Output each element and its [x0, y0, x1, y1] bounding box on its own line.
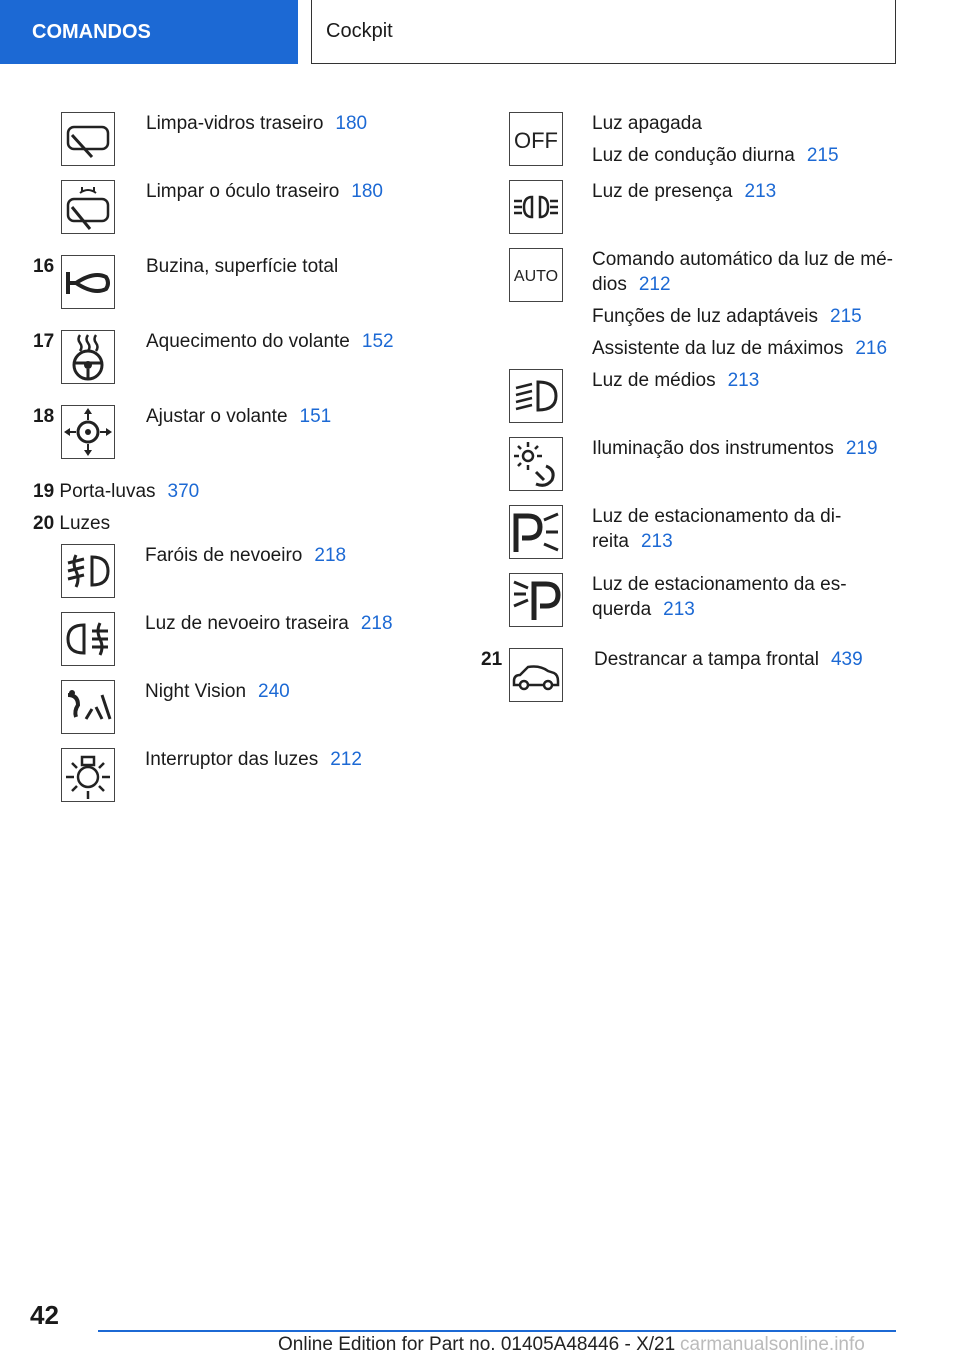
list-item: Funções de luz adaptáveis 215	[592, 306, 862, 327]
list-item: Ajustar o volante 151	[146, 406, 332, 427]
page-ref-link[interactable]: 219	[845, 438, 878, 459]
list-item: reita 213	[592, 531, 673, 552]
list-item: Luz de médios 213	[592, 370, 760, 391]
steering-adjust-icon	[61, 405, 115, 459]
footer-divider	[98, 1330, 896, 1332]
page-number: 42	[30, 1300, 59, 1330]
list-item: Interruptor das luzes 212	[145, 749, 362, 770]
page-ref-link[interactable]: 212	[330, 749, 362, 770]
parking-light-left-icon	[509, 573, 563, 627]
list-item: Luz apagada	[592, 113, 702, 134]
page-ref-link[interactable]: 218	[360, 613, 393, 634]
list-item: querda 213	[592, 599, 695, 620]
front-lid-unlock-icon	[509, 648, 563, 702]
page-ref-link[interactable]: 213	[744, 181, 777, 202]
page-ref-link[interactable]: 213	[663, 599, 695, 620]
list-item: Limpar o óculo traseiro 180	[146, 181, 383, 202]
parking-lights-icon	[509, 180, 563, 234]
lights-off-icon	[509, 112, 563, 166]
rear-fog-light-icon	[61, 612, 115, 666]
light-switch-icon	[61, 748, 115, 802]
edition-text: Online Edition for Part no. 01405A48446 - X/21	[278, 1334, 676, 1355]
list-item: dios 212	[592, 274, 671, 295]
subsection-title: Cockpit	[326, 20, 393, 42]
page-ref-link[interactable]: 152	[361, 331, 394, 352]
page-ref-link[interactable]: 215	[806, 145, 839, 166]
list-item: Luz de estacionamento da di-	[592, 506, 842, 527]
list-item: Limpa-vidros traseiro 180	[146, 113, 368, 134]
list-item: Night Vision 240	[145, 681, 290, 702]
list-item: Iluminação dos instrumentos 219	[592, 438, 878, 459]
low-beam-icon	[509, 369, 563, 423]
subsection-header	[311, 0, 896, 64]
page-ref-link[interactable]: 370	[167, 481, 200, 502]
list-item: Assistente da luz de máximos 216	[592, 338, 888, 359]
page-ref-link[interactable]: 216	[855, 338, 888, 359]
night-vision-icon	[61, 680, 115, 734]
list-item: Comando automático da luz de mé-	[592, 249, 893, 270]
list-item: 20 Luzes	[33, 513, 111, 534]
section-tab	[0, 0, 298, 64]
horn-icon	[61, 255, 115, 309]
page-ref-link[interactable]: 151	[299, 406, 332, 427]
page-ref-link[interactable]: 180	[335, 113, 368, 134]
page-ref-link[interactable]: 212	[638, 274, 671, 295]
svg-text:OFF: OFF	[514, 128, 558, 153]
section-title: COMANDOS	[32, 20, 151, 43]
list-item: Luz de presença 213	[592, 181, 777, 202]
item-number: 16	[33, 256, 55, 277]
page-ref-link[interactable]: 218	[314, 545, 347, 566]
list-item: 19 Porta-luvas 370	[33, 481, 200, 502]
page-ref-link[interactable]: 213	[640, 531, 673, 552]
instrument-lighting-icon	[509, 437, 563, 491]
item-number: 21	[481, 649, 503, 670]
rear-wiper-icon	[61, 112, 115, 166]
item-number: 18	[33, 406, 55, 427]
list-item: Luz de condução diurna 215	[592, 145, 839, 166]
list-item: Luz de estacionamento da es-	[592, 574, 847, 595]
auto-lights-icon	[509, 248, 563, 302]
list-item: Aquecimento do volante 152	[146, 331, 394, 352]
page-ref-link[interactable]: 240	[258, 681, 290, 702]
page-ref-link[interactable]: 213	[727, 370, 760, 391]
watermark: carmanualsonline.info	[680, 1334, 865, 1355]
parking-light-right-icon	[509, 505, 563, 559]
list-item: Destrancar a tampa frontal 439	[594, 649, 863, 670]
page-ref-link[interactable]: 180	[351, 181, 383, 202]
front-fog-light-icon	[61, 544, 115, 598]
page-ref-link[interactable]: 215	[830, 306, 862, 327]
list-item: Buzina, superfície total	[146, 256, 339, 277]
list-item: Faróis de nevoeiro 218	[145, 545, 347, 566]
heated-steering-wheel-icon	[61, 330, 115, 384]
svg-text:AUTO: AUTO	[513, 268, 559, 285]
rear-washer-icon	[61, 180, 115, 234]
list-item: Luz de nevoeiro traseira 218	[145, 613, 393, 634]
item-number: 17	[33, 331, 55, 352]
page-ref-link[interactable]: 439	[830, 649, 863, 670]
